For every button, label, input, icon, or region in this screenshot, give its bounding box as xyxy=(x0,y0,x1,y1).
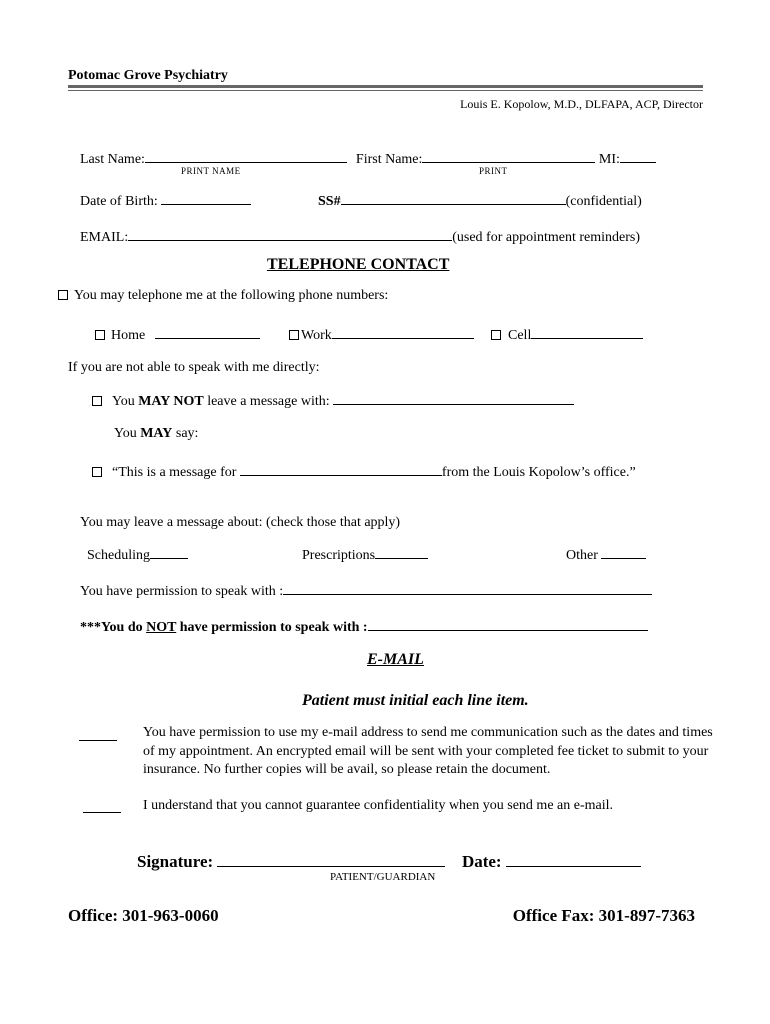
email-note: (used for appointment reminders) xyxy=(452,230,640,245)
work-checkbox[interactable] xyxy=(289,330,299,340)
message-suffix: from the Louis Kopolow’s office.” xyxy=(441,465,636,480)
cell-checkbox[interactable] xyxy=(491,330,501,340)
mi-label: MI: xyxy=(598,152,620,167)
name-row xyxy=(80,148,656,168)
email-subheading: Patient must initial each line item. xyxy=(302,692,529,709)
message-script-checkbox[interactable] xyxy=(92,467,102,477)
message-prefix: “This is a message for xyxy=(112,465,237,480)
prescriptions-label: Prescriptions xyxy=(302,548,376,563)
no-permission-row xyxy=(80,616,648,636)
dob-row xyxy=(80,190,251,210)
initial-field-2[interactable] xyxy=(83,798,121,813)
may-not-row xyxy=(92,390,574,410)
telephone-permission-row xyxy=(58,288,388,304)
may-not-text: MAY NOT xyxy=(138,394,204,409)
message-script-row xyxy=(92,461,636,481)
telephone-heading: TELEPHONE CONTACT xyxy=(267,256,450,273)
permission-speak-text: You have permission to speak with : xyxy=(80,584,284,599)
say-text: say: xyxy=(175,426,199,441)
date-label: Date: xyxy=(461,852,502,871)
date-field[interactable] xyxy=(506,849,641,867)
other-option xyxy=(566,544,646,564)
scheduling-field[interactable] xyxy=(150,544,188,559)
first-name-label: First Name: xyxy=(355,152,423,167)
office-fax: Office Fax: 301-897-7363 xyxy=(512,906,695,925)
email-consent-text-2: I understand that you cannot guarantee confidentiality when you send me an e-mail. xyxy=(143,798,614,813)
signer-hint: PATIENT/GUARDIAN xyxy=(330,871,436,883)
leave-message-text: leave a message with: xyxy=(207,394,330,409)
cell-label: Cell xyxy=(508,328,532,343)
permission-speak-row xyxy=(80,580,652,600)
first-name-field[interactable] xyxy=(422,148,595,163)
may-say-row xyxy=(114,426,198,442)
dob-label: Date of Birth: xyxy=(80,194,158,209)
other-label: Other xyxy=(566,548,598,563)
ss-note: (confidential) xyxy=(565,194,642,209)
cell-phone-row xyxy=(491,324,643,344)
email-row xyxy=(80,226,640,246)
no-permission-prefix: ***You do xyxy=(80,620,143,635)
work-phone-field[interactable] xyxy=(332,324,474,339)
header-rule-thick xyxy=(68,85,703,88)
home-phone-field[interactable] xyxy=(155,324,260,339)
signature-label: Signature: xyxy=(137,852,214,871)
initial-field-1[interactable] xyxy=(79,726,117,741)
header-rule-thin xyxy=(68,90,703,91)
you-text: You xyxy=(112,394,135,409)
scheduling-option xyxy=(87,544,188,564)
no-permission-field[interactable] xyxy=(368,616,648,631)
last-name-hint: PRINT NAME xyxy=(181,166,241,176)
email-field[interactable] xyxy=(128,226,452,241)
leave-message-field[interactable] xyxy=(333,390,574,405)
not-direct-text: If you are not able to speak with me directly: xyxy=(68,360,320,375)
you-may-you: You xyxy=(114,426,137,441)
may-text: MAY xyxy=(140,426,173,441)
mi-field[interactable] xyxy=(620,148,656,163)
ss-row xyxy=(318,190,642,210)
dob-field[interactable] xyxy=(161,190,251,205)
home-checkbox[interactable] xyxy=(95,330,105,340)
scheduling-label: Scheduling xyxy=(87,548,150,563)
prescriptions-option xyxy=(302,544,428,564)
last-name-field[interactable] xyxy=(145,148,347,163)
email-label: EMAIL: xyxy=(80,230,129,245)
first-name-hint: PRINT xyxy=(479,166,508,176)
ss-field[interactable] xyxy=(341,190,566,205)
work-phone-row xyxy=(289,324,474,344)
signature-row xyxy=(137,849,641,872)
telephone-permission-checkbox[interactable] xyxy=(58,290,68,300)
email-heading: E-MAIL xyxy=(367,651,424,668)
other-field[interactable] xyxy=(601,544,646,559)
signature-field[interactable] xyxy=(217,849,445,867)
no-permission-suffix: have permission to speak with : xyxy=(179,620,368,635)
home-phone-row xyxy=(95,324,260,344)
prescriptions-field[interactable] xyxy=(375,544,428,559)
work-label: Work xyxy=(301,328,332,343)
last-name-label: Last Name: xyxy=(80,152,145,167)
director-line: Louis E. Kopolow, M.D., DLFAPA, ACP, Director xyxy=(460,97,703,111)
home-label: Home xyxy=(111,328,146,343)
permission-speak-field[interactable] xyxy=(283,580,652,595)
may-not-checkbox[interactable] xyxy=(92,396,102,406)
leave-about-text: You may leave a message about: (check those that apply) xyxy=(80,515,401,530)
no-permission-not: NOT xyxy=(146,620,177,635)
practice-name: Potomac Grove Psychiatry xyxy=(68,68,228,83)
telephone-permission-text: You may telephone me at the following phone numbers: xyxy=(74,288,389,303)
office-phone: Office: 301-963-0060 xyxy=(68,906,219,925)
ss-label: SS# xyxy=(318,194,341,209)
email-consent-text-1: You have permission to use my e-mail address to send me communication such as the dates and times of my appointment. An encrypted email will be sent with your completed fee ticket to submit to your insurance. No further copies will be avail, so please retain the document. xyxy=(143,725,713,777)
message-for-field[interactable] xyxy=(240,461,442,476)
cell-phone-field[interactable] xyxy=(531,324,643,339)
